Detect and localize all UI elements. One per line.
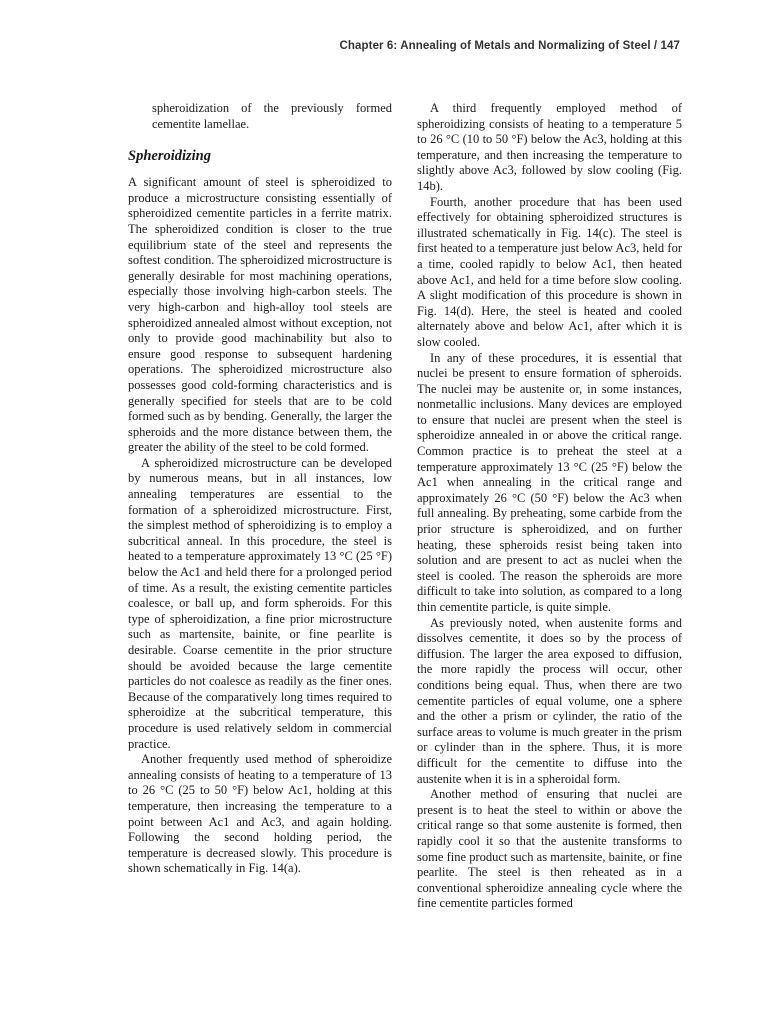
paragraph: A significant amount of steel is spheroidized to produce a microstructure consisting essentially of spheroidized cementite particles in a ferrite matrix. The spheroidized condition is closer to the true equilibrium state of the steel and represents the softest condition. The spheroidized microstructure is generally desirable for most machining operations, especially those involving high-carbon steels. The very high-carbon and high-alloy tool steels are spheroidized annealed almost without exception, not only to provide good machinability but also to ensure good response to subsequent hardening operations. The spheroidized microstructure also possesses good cold-forming characteristics and is generally specified for steels that are to be cold formed such as by bending. Generally, the larger the spheroids and the more distance between them, the greater the ability of the steel to be cold formed. [128,175,392,455]
paragraph: As previously noted, when austenite forms and dissolves cementite, it does so by the process of diffusion. The larger the area exposed to diffusion, the more rapidly the process will occur, other conditions being equal. Thus, when there are two cementite particles of equal volume, one a sphere and the other a prism or cylinder, the ratio of the surface areas to volume is much greater in the prism or cylinder than in the sphere. Thus, it is more difficult for the cementite to diffuse into the austenite when it is in a spheroidal form. [417,615,682,786]
paragraph: A third frequently employed method of spheroidizing consists of heating to a temperature 5 to 26 °C (10 to 50 °F) below the Ac3, holding at this temperature, and then increasing the temperature to slightly above Ac3, followed by slow cooling (Fig. 14b). [417,101,682,193]
paragraph: Another frequently used method of spheroidize annealing consists of heating to a temperature of 13 to 26 °C (25 to 50 °F) below Ac1, holding at this temperature, then increasing the temperature to a point between Ac1 and Ac3, and again holding. Following the second holding period, the temperature is decreased slowly. This procedure is shown schematically in Fig. 14(a). [128,752,392,876]
section-heading: Spheroidizing [128,148,211,165]
paragraph: In any of these procedures, it is essential that nuclei be present to ensure formation of spheroids. The nuclei may be austenite or, in some instances, nonmetallic inclusions. Many devices are employed to ensure that nuclei are present when the steel is spheroidize annealed in or above the critical range. Common practice is to preheat the steel at a temperature approximately 13 °C (25 °F) below the Ac1 when annealing in the critical range and approximately 26 °C (50 °F) below the Ac3 when full annealing. By preheating, some carbide from the prior structure is spheroidized, and on further heating, these spheroids resist being taken into solution and are present to act as nuclei when the steel is cooled. The reason the spheroids are more difficult to take into solution, as compared to a long thin cementite particle, is quite simple. [417,350,682,614]
running-head: Chapter 6: Annealing of Metals and Normalizing of Steel / 147 [339,40,680,52]
paragraph: spheroidization of the previously formed cementite lamellae. [152,101,392,131]
paragraph: Fourth, another procedure that has been used effectively for obtaining spheroidized structures is illustrated schematically in Fig. 14(c). The steel is first heated to a temperature just below Ac3, held for a time, cooled rapidly to below Ac1, then heated above Ac1, and held for a time before slow cooling. A slight modification of this procedure is shown in Fig. 14(d). Here, the steel is heated and cooled alternately above and below Ac1, after which it is slow cooled. [417,194,682,349]
paragraph: Another method of ensuring that nuclei are present is to heat the steel to within or above the critical range so that some austenite is formed, then rapidly cool it so that the austenite transforms to some fine product such as martensite, bainite, or fine pearlite. The steel is then reheated as in a conventional spheroidize annealing cycle where the fine cementite particles formed [417,787,682,911]
left-column [128,101,392,877]
paragraph: A spheroidized microstructure can be developed by numerous means, but in all instances, low annealing temperatures are essential to the formation of a spheroidized microstructure. First, the simplest method of spheroidizing is to employ a subcritical anneal. In this procedure, the steel is heated to a temperature approximately 13 °C (25 °F) below the Ac1 and held there for a prolonged period of time. As a result, the existing cementite particles coalesce, or ball up, and form spheroids. For this type of spheroidization, a fine prior microstructure such as martensite, bainite, or fine pearlite is desirable. Coarse cementite in the prior structure should be avoided because the large cementite particles do not coalesce as readily as the finer ones. Because of the comparatively long times required to spheroidize at the subcritical temperature, this procedure is used relatively seldom in commercial practice. [128,455,392,751]
right-column [417,101,682,912]
